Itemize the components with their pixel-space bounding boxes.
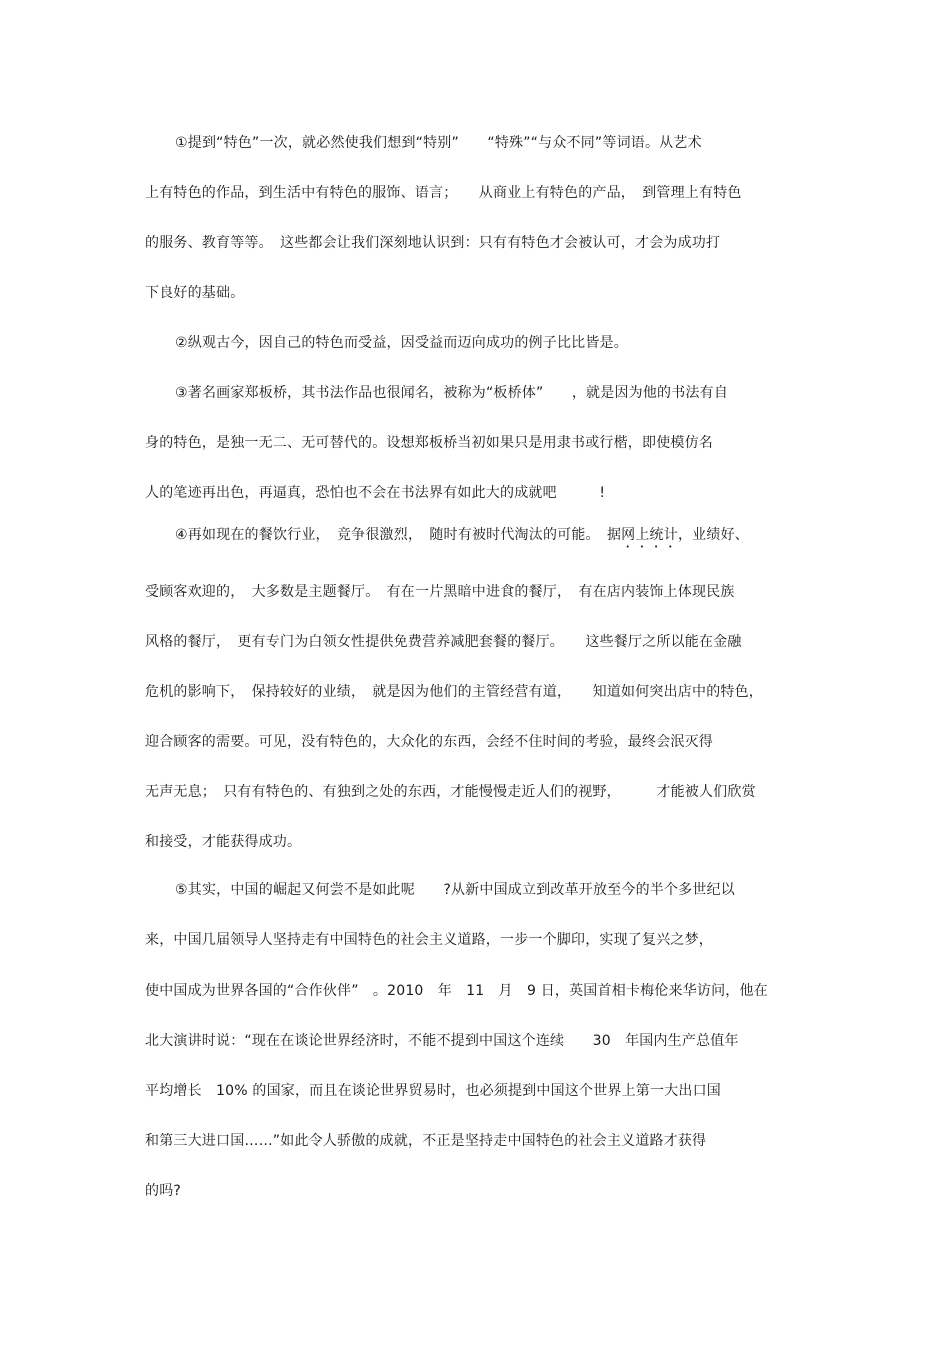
paragraph-5-line-4: 北大演讲时说：“现在在谈论世界经济时，不能不提到中国这个连续 30 年国内生产总值年: [145, 1033, 739, 1049]
paragraph-4-line-1: [175, 525, 749, 551]
paragraph-1-line-4: 下良好的基础。: [145, 285, 245, 301]
paragraph-4-line-4: 危机的影响下， 保持较好的业绩， 就是因为他们的主管经营有道， 知道如何突出店中的特色，: [145, 684, 763, 700]
paragraph-3-line-1: ③著名画家郑板桥，其书法作品也很闻名，被称为“板桥体” ，就是因为他的书法有自: [175, 385, 729, 401]
paragraph-4-line-6: 无声无息； 只有有特色的、有独到之处的东西，才能慢慢走近人们的视野， 才能被人们欣赏: [145, 784, 756, 800]
emphasized-text: 网上统计: [621, 527, 678, 543]
paragraph-5-line-7: 的吗?: [145, 1183, 182, 1199]
paragraph-4-line-2: 受顾客欢迎的， 大多数是主题餐厅。 有在一片黑暗中进食的餐厅， 有在店内装饰上体现民族: [145, 584, 735, 600]
paragraph-2-line-1: ②纵观古今，因自己的特色而受益，因受益而迈向成功的例子比比皆是。: [175, 335, 628, 351]
paragraph-4-line-3: 风格的餐厅， 更有专门为白领女性提供免费营养减肥套餐的餐厅。 这些餐厅之所以能在金融: [145, 634, 742, 650]
paragraph-5-line-3: 使中国成为世界各国的“合作伙伴” 。2010 年 11 月 9 日，英国首相卡梅伦来华访问，他在: [145, 983, 768, 999]
paragraph-4-line-7: 和接受，才能获得成功。: [145, 834, 302, 850]
paragraph-4-line-1-after: ，业绩好、: [677, 527, 749, 543]
paragraph-1-line-3: 的服务、教育等等。 这些都会让我们深刻地认识到：只有有特色才会被认可，才会为成功打: [145, 235, 721, 251]
paragraph-5-line-2: 来，中国几届领导人坚持走有中国特色的社会主义道路，一步一个脚印，实现了复兴之梦，: [145, 932, 713, 948]
paragraph-5-line-5: 平均增长 10% 的国家，而且在谈论世界贸易时，也必须提到中国这个世界上第一大出口国: [145, 1083, 721, 1099]
paragraph-5-line-6: 和第三大进口国……”如此令人骄傲的成就，不正是坚持走中国特色的社会主义道路才获得: [145, 1133, 707, 1149]
paragraph-3-line-3: 人的笔迹再出色，再逼真，恐怕也不会在书法界有如此大的成就吧 !: [145, 485, 606, 501]
paragraph-5-line-1: ⑤其实，中国的崛起又何尝不是如此呢 ?从新中国成立到改革开放至今的半个多世纪以: [175, 882, 735, 898]
paragraph-3-line-2: 身的特色，是独一无二、无可替代的。设想郑板桥当初如果只是用隶书或行楷，即使模仿名: [145, 435, 713, 451]
paragraph-4-line-5: 迎合顾客的需要。可见，没有特色的，大众化的东西，会经不住时间的考验，最终会泯灭得: [145, 734, 713, 750]
paragraph-4-line-1-before: ④再如现在的餐饮行业， 竞争很激烈， 随时有被时代淘汰的可能。 据: [175, 527, 622, 543]
paragraph-1-line-1: ①提到“特色”一次，就必然使我们想到“特别” “特殊”“与众不同”等词语。从艺术: [175, 135, 702, 151]
paragraph-1-line-2: 上有特色的作品，到生活中有特色的服饰、语言； 从商业上有特色的产品， 到管理上有特色: [145, 185, 742, 201]
